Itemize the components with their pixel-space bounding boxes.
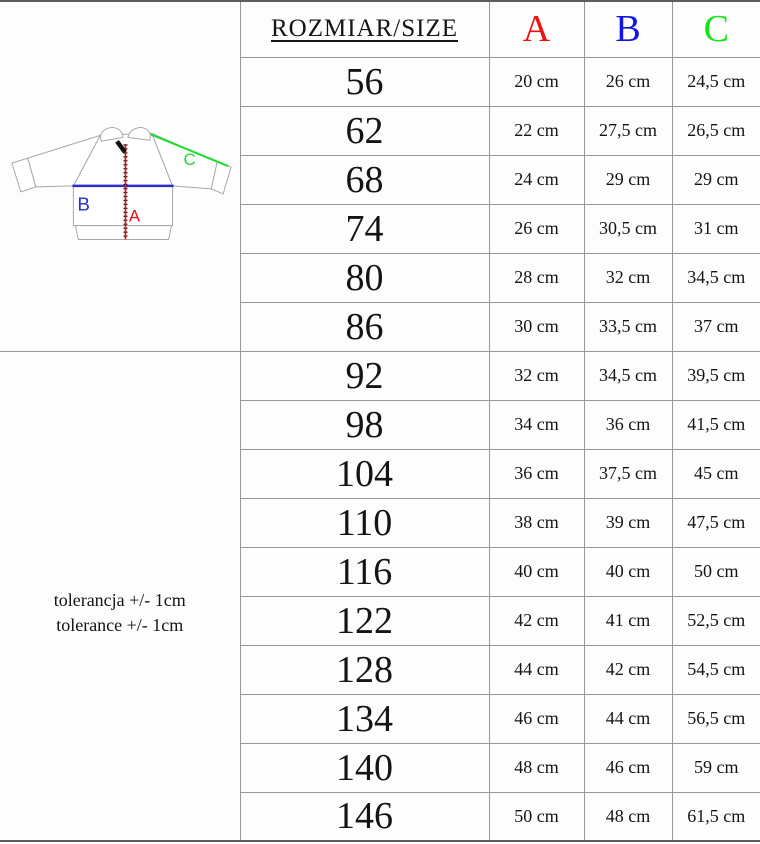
cell-a: 26 cm [489, 204, 584, 253]
cell-b: 44 cm [584, 694, 672, 743]
cell-c: 39,5 cm [672, 351, 760, 400]
size-cell: 86 [240, 302, 489, 351]
cell-b: 29 cm [584, 155, 672, 204]
size-cell: 128 [240, 645, 489, 694]
size-cell: 56 [240, 57, 489, 106]
tolerance-note-cell [0, 351, 240, 841]
tolerance-line-pl: tolerancja +/- 1cm [53, 590, 186, 611]
cell-b: 48 cm [584, 792, 672, 841]
cell-a: 36 cm [489, 449, 584, 498]
cell-b: 40 cm [584, 547, 672, 596]
size-cell: 98 [240, 400, 489, 449]
cell-a: 42 cm [489, 596, 584, 645]
cell-b: 27,5 cm [584, 106, 672, 155]
cell-a: 20 cm [489, 57, 584, 106]
size-cell: 74 [240, 204, 489, 253]
cell-c: 47,5 cm [672, 498, 760, 547]
cell-b: 41 cm [584, 596, 672, 645]
cell-b: 39 cm [584, 498, 672, 547]
size-cell: 140 [240, 743, 489, 792]
cell-a: 22 cm [489, 106, 584, 155]
size-cell: 134 [240, 694, 489, 743]
cell-b: 36 cm [584, 400, 672, 449]
cell-c: 34,5 cm [672, 253, 760, 302]
cell-b: 26 cm [584, 57, 672, 106]
cell-a: 34 cm [489, 400, 584, 449]
size-column-header [240, 1, 489, 57]
cell-a: 44 cm [489, 645, 584, 694]
cell-c: 61,5 cm [672, 792, 760, 841]
size-cell: 104 [240, 449, 489, 498]
cell-b: 30,5 cm [584, 204, 672, 253]
cell-c: 50 cm [672, 547, 760, 596]
cell-a: 24 cm [489, 155, 584, 204]
label-b: B [77, 193, 90, 215]
cell-a: 48 cm [489, 743, 584, 792]
cell-c: 37 cm [672, 302, 760, 351]
cell-c: 56,5 cm [672, 694, 760, 743]
label-c: C [183, 150, 196, 170]
cell-b: 34,5 cm [584, 351, 672, 400]
cell-c: 31 cm [672, 204, 760, 253]
cell-b: 46 cm [584, 743, 672, 792]
cell-c: 52,5 cm [672, 596, 760, 645]
cell-c: 45 cm [672, 449, 760, 498]
cell-c: 59 cm [672, 743, 760, 792]
col-header-b: B [584, 1, 672, 57]
size-cell: 116 [240, 547, 489, 596]
table-row [0, 351, 760, 400]
size-cell: 68 [240, 155, 489, 204]
cell-a: 40 cm [489, 547, 584, 596]
size-cell: 122 [240, 596, 489, 645]
cell-c: 54,5 cm [672, 645, 760, 694]
cell-a: 28 cm [489, 253, 584, 302]
col-header-a: A [489, 1, 584, 57]
cell-a: 50 cm [489, 792, 584, 841]
cell-c: 26,5 cm [672, 106, 760, 155]
size-column-header-label: ROZMIAR/SIZE [271, 15, 458, 43]
tolerance-line-en: tolerance +/- 1cm [56, 614, 184, 635]
cell-a: 38 cm [489, 498, 584, 547]
size-table-body [0, 1, 760, 841]
garment-diagram-cell [0, 1, 240, 351]
size-cell: 146 [240, 792, 489, 841]
tolerance-note [0, 554, 240, 637]
cell-a: 46 cm [489, 694, 584, 743]
cell-c: 41,5 cm [672, 400, 760, 449]
cell-a: 32 cm [489, 351, 584, 400]
col-header-c: C [672, 1, 760, 57]
cell-c: 24,5 cm [672, 57, 760, 106]
cell-b: 32 cm [584, 253, 672, 302]
cell-a: 30 cm [489, 302, 584, 351]
size-cell: 92 [240, 351, 489, 400]
size-cell: 80 [240, 253, 489, 302]
garment-diagram-image [1, 101, 239, 251]
cell-b: 37,5 cm [584, 449, 672, 498]
table-header-row [0, 1, 760, 57]
cell-b: 42 cm [584, 645, 672, 694]
size-cell: 62 [240, 106, 489, 155]
cell-c: 29 cm [672, 155, 760, 204]
label-a: A [128, 206, 140, 226]
size-cell: 110 [240, 498, 489, 547]
cell-b: 33,5 cm [584, 302, 672, 351]
